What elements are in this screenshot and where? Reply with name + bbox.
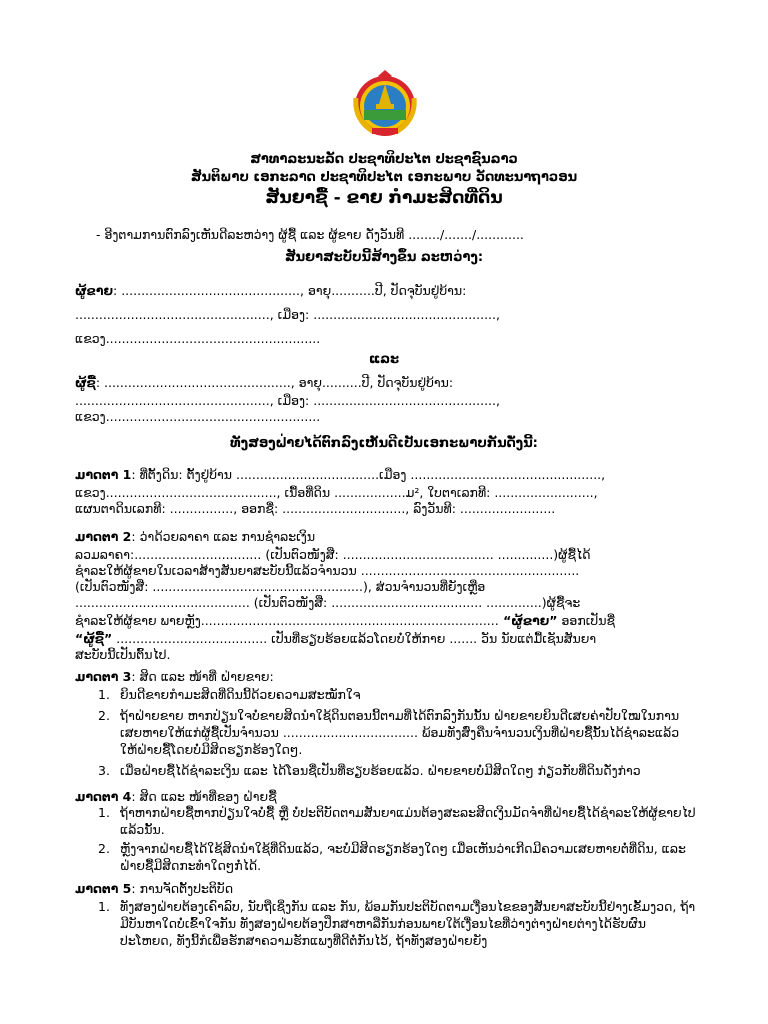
header-motto: ສັນຕິພາບ ເອກະລາດ ປະຊາທິປະໄຕ ເອກະພາບ ວັດທະນາຖາວອນ	[190, 170, 578, 185]
article-2-line-6	[75, 612, 615, 630]
list-number: 1.	[98, 687, 110, 702]
article-1-text-1: : ທີ່ຕັ້ງດິນ: ຕັ້ງຢູ່ບ້ານ ....................................ເມືອງ ................................................,	[131, 467, 606, 482]
seller-line-2: ................................................., ເມືອງ: ..............................................,	[75, 307, 500, 322]
article-3-label: ມາດຕາ 3	[75, 669, 132, 684]
list-number: 1.	[98, 805, 110, 820]
article-1-label: ມາດຕາ 1	[75, 467, 132, 482]
article-2-line-5: ............................................ (ເປັນຕົວໜັງສື: ...................................... ..............)ຜູ້ຊື້ຈະ	[75, 595, 581, 610]
article-5-list	[98, 898, 698, 949]
list-number: 2.	[98, 841, 110, 856]
article-4-head-text: : ສິດ ແລະ ໜ້າທີ່ຂອງ ຝ່າຍຊື້	[131, 789, 277, 804]
article-1-line-2: ແຂວງ..........................................., ເນື້ອທີ່ດິນ ..................ມ², ໃບຕາເລກທີ: .........................,	[75, 485, 598, 500]
list-number: 3.	[98, 763, 110, 778]
buyer-line-3: ແຂວງ......................................................	[75, 409, 321, 424]
buyer-line-2: ................................................., ເມືອງ: ..............................................,	[75, 393, 500, 408]
article-5-label: ມາດຕາ 5	[75, 881, 132, 896]
document-title: ສັນຍາຊື້ - ຂາຍ ກຳມະສິດທີ່ດິນ	[265, 188, 503, 208]
article-5-head-text: : ການຈັດຕັ້ງປະຕິບັດ	[131, 881, 234, 896]
agreement-heading: ທັງສອງຝ່າຍໄດ້ຕົກລົງເຫັນດີເປັນເອກະພາບກັນດັ່ງນີ້:	[230, 436, 538, 451]
lao-national-emblem-icon	[348, 70, 422, 138]
article-2-line-3: ຊຳລະໃຫ້ຜູ້ຂາຍໃນເວລາສ້າງສັນຍາສະບັບນີ້ແລ້ວຈຳນວນ .......................................................	[75, 563, 580, 578]
buyer-line-1	[75, 374, 453, 392]
list-item	[98, 840, 698, 874]
seller-label: ຜູ້ຂາຍ	[75, 283, 114, 298]
and-label: ແລະ	[368, 352, 400, 367]
article-3-heading	[75, 668, 274, 686]
article-2-seller-quote: “ຜູ້ຂາຍ”	[498, 613, 558, 628]
list-text: ທັງສອງຝ່າຍຕ້ອງເຄົາລົບ, ນັບຖືເຊິ່ງກັນ ແລະ ກັນ, ພ້ອມກັນປະຕິບັດຕາມເງື່ອນໄຂຂອງສັນຍາສະບັບນີ້ຢ່າງເຂັ້ມງວດ, ຖ້າມີບັນຫາໃດບໍ່ເຂົ້າໃຈກັນ ທັງສອງຝ່າຍຕ້ອງປຶກສາຫາລືກັນກ່ອນພາຍໃຕ້ເງື່ອນໄຂທີ່ວ່າງຕ່າງຝ່າຍຕ່າງໄດ້ຮັບຜົນປະໂຫຍດ, ທັງນີ້ກໍເພື່ອຮັກສາຄວາມຮັກແພງທີ່ດີຕໍ່ກັນໄວ້, ຖ້າທັງສອງຝ່າຍຍັງ	[120, 899, 696, 948]
article-2-text-6a: ຊຳລະໃຫ້ຜູ້ຂາຍ ພາຍຫຼັງ...........................................................................	[75, 613, 499, 628]
buyer-line-1-text: : ..............................................., ອາຍຸ..........ປີ, ປັດຈຸບັນຢູ່ບ້ານ:	[95, 375, 454, 390]
article-1-line-3: ແຜນຕາດິນເລກທີ: ................, ອອກຊື່: ..............................., ລົງວັນທີ: ........................	[75, 501, 556, 516]
article-4-list	[98, 804, 698, 874]
intro-line: - ອີງຕາມການຕົກລົງເຫັນດີລະຫວ່າງ ຜູ້ຊື້ ແລະ ຜູ້ຂາຍ ດັ່ງວັນທີ ......../......./............	[96, 227, 524, 242]
article-2-line-1	[75, 528, 315, 546]
list-text: ເມື່ອຝ່າຍຊື້ໄດ້ຊຳລະເງິນ ແລະ ໄດ້ໂອນຊື່ເປັນທີ່ຮຽບຮ້ອຍແລ້ວ. ຝ່າຍຂາຍບໍ່ມີສິດໃດໆ ກ່ຽວກັບທີ່ດິນດັ່ງກ່າວ	[120, 763, 641, 778]
sub-heading: ສັນຍາສະບັບນີ້ສ້າງຂຶ້ນ ລະຫວ່າງ:	[284, 250, 484, 265]
article-4-label: ມາດຕາ 4	[75, 789, 132, 804]
article-2-text-7b: ...................................... ເປັນທີ່ຮຽບຮ້ອຍແລ້ວໂດຍບໍ່ໃຫ້ກາຍ ....... ວັນ ນັບແຕ່ມື້ເຊັນສັນຍາ	[112, 631, 597, 646]
seller-line-1	[75, 282, 466, 300]
article-2-line-2: ລວມລາຄາ:................................ (ເປັນຕົວໜັງສື: ...................................... ..............)ຜູ້ຊື້ໄດ້	[75, 547, 591, 562]
list-item	[98, 762, 698, 779]
article-3-list	[98, 686, 698, 779]
article-2-line-8: ສະບັບນີ້ເປັນຕົ້ນໄປ.	[75, 647, 171, 662]
seller-line-3: ແຂວງ......................................................	[75, 331, 321, 346]
list-item	[98, 804, 698, 838]
article-2-buyer-quote: “ຜູ້ຊື້”	[75, 631, 113, 646]
list-text: ຍິນດີຂາຍກຳມະສິດທີ່ດິນນີ້ດ້ວຍຄວາມສະໝັກໃຈ	[120, 687, 361, 702]
header-republic: ສາທາລະນະລັດ ປະຊາທິປະໄຕ ປະຊາຊົນລາວ	[250, 152, 518, 167]
article-3-head-text: : ສິດ ແລະ ໜ້າທີ່ ຝ່າຍຂາຍ:	[131, 669, 274, 684]
seller-line-1-text: : ............................................., ອາຍຸ...........ປີ, ປັດຈຸບັນຢູ່ບ້ານ:	[113, 283, 467, 298]
list-text: ຖ້າຫາກຝ່າຍຊື້ຫາກປ່ຽນໃຈບໍ່ຊື້ ຫຼື ບໍ່ປະຕິບັດຕາມສັນຍາແມ່ນຕ້ອງສະລະສິດເງິນມັດຈຳທີ່ຝ່າຍຊື້ໄດ້ຊຳລະໃຫ້ຜູ້ຂາຍໄປແລ້ວນັ້ນ.	[120, 805, 696, 837]
list-item	[98, 686, 698, 703]
article-2-line-4: (ເປັນຕົວໜັງສື: .....................................................), ສ່ວນຈຳນວນທີ່ຍັງເຫຼືອ	[75, 579, 486, 594]
buyer-label: ຜູ້ຊື້	[75, 375, 96, 390]
list-number: 1.	[98, 899, 110, 914]
article-1-line-1	[75, 466, 605, 484]
article-2-label: ມາດຕາ 2	[75, 529, 132, 544]
article-5-heading	[75, 880, 233, 898]
list-number: 2.	[98, 708, 110, 723]
article-2-text-1: : ວ່າດ້ວຍລາຄາ ແລະ ການຊຳລະເງິນ	[131, 529, 316, 544]
article-2-text-6c: ອອກເປັນຊື່	[557, 613, 615, 628]
list-item	[98, 898, 698, 949]
list-text: ຖ້າຝ່າຍຂາຍ ຫາກປ່ຽນໃຈບໍ່ຂາຍສິດນຳໃຊ້ດິນຕອນນີ້ຕາມທີ່ໄດ້ຕົກລົງກັນນັ້ນ ຝ່າຍຂາຍຍິນດີເສຍຄ່າປັບໃໝໃນການເສຍຫາຍໃຫ້ແກ່ຜູ້ຊື້ເປັນຈຳນວນ .................................. ພ້ອມທັງສົ່ງຄືນຈຳນວນເງິນທີ່ຝ່າຍຊື້ນັ້ນໄດ້ຊຳລະແລ້ວ ໃຫ້ຝ່າຍຊື້ໂດຍບໍ່ມີສິດຮຽກຮ້ອງໃດໆ.	[120, 708, 680, 757]
list-item	[98, 707, 698, 758]
list-text: ຫຼັງຈາກຝ່າຍຊື້ໄດ້ໃຊ້ສິດນຳໃຊ້ທີ່ດິນແລ້ວ, ຈະບໍ່ມີສິດຮຽກຮ້ອງໃດໆ ເມື່ອເຫັນວ່າເກີດມີຄວາມເສຍຫາຍຕໍ່ທີ່ດິນ, ແລະ ຝ່າຍຊື້ມີສິດກະທຳໃດໆກໍ່ໄດ້.	[120, 841, 686, 873]
